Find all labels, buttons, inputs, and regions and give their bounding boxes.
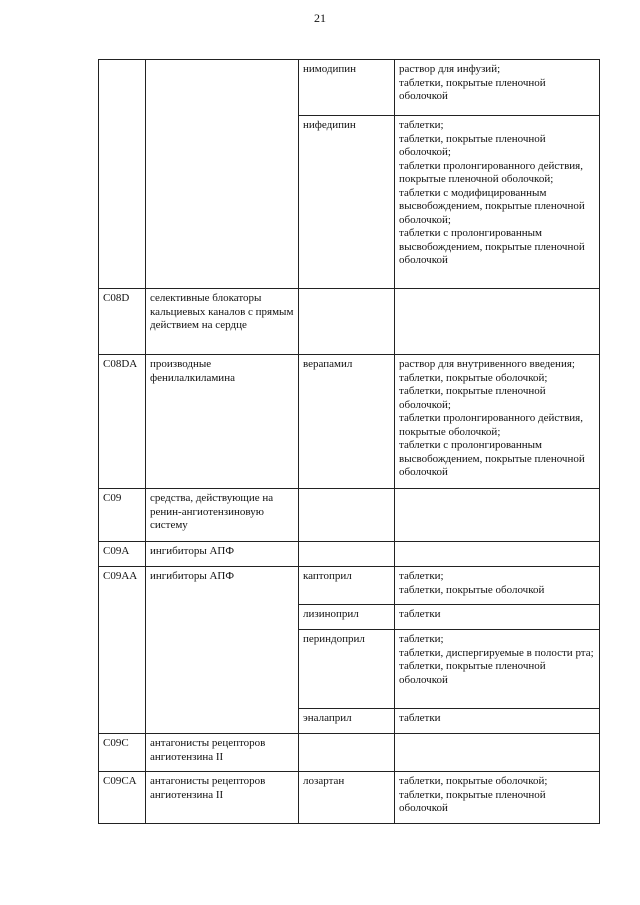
dosage-form: таблетки, покрытые пленочной оболочкой: [399, 76, 546, 102]
atc-code: C09CA: [103, 775, 137, 787]
drug-cell: [299, 116, 395, 289]
table-row: [99, 567, 600, 605]
table-row: [99, 289, 600, 355]
atc-code: C09AA: [103, 570, 138, 582]
group-cell: [146, 734, 299, 772]
forms-cell: [395, 772, 600, 824]
dosage-form: таблетки, покрытые пленочной оболочкой;: [399, 132, 546, 158]
group-cell: [146, 60, 299, 289]
dosage-form: таблетки;: [399, 119, 444, 131]
drug-name: верапамил: [303, 358, 353, 370]
dosage-form: таблетки, покрытые пленочной оболочкой: [399, 660, 546, 686]
dosage-form: таблетки: [399, 712, 441, 724]
atc-code: C09C: [103, 737, 129, 749]
drug-name: каптоприл: [303, 570, 352, 582]
page-number: 21: [314, 11, 326, 25]
forms-cell: [395, 734, 600, 772]
drug-cell: [299, 289, 395, 355]
forms-cell: [395, 630, 600, 709]
dosage-form: таблетки пролонгированного действия, покрытые пленочной оболочкой;: [399, 159, 583, 185]
forms-cell: [395, 289, 600, 355]
dosage-form: таблетки, покрытые пленочной оболочкой: [399, 788, 546, 814]
atc-code: C08DA: [103, 358, 138, 370]
dosage-form: таблетки с модифицированным высвобождением, покрытые пленочной оболочкой;: [399, 186, 585, 226]
group-cell: [146, 542, 299, 567]
atc-code-cell: [99, 60, 146, 289]
drug-name: эналаприл: [303, 712, 352, 724]
atc-code-cell: [99, 734, 146, 772]
drug-cell: [299, 355, 395, 489]
drug-cell: [299, 630, 395, 709]
drug-cell: [299, 605, 395, 630]
forms-cell: [395, 605, 600, 630]
atc-code: C08D: [103, 292, 130, 304]
table-row: [99, 355, 600, 489]
drug-name: периндоприл: [303, 633, 365, 645]
forms-cell: [395, 567, 600, 605]
group-name: антагонисты рецепторов ангиотензина II: [150, 775, 266, 801]
atc-code-cell: [99, 542, 146, 567]
forms-cell: [395, 355, 600, 489]
group-name: производные фенилалкиламина: [150, 358, 235, 384]
forms-cell: [395, 489, 600, 542]
table-row: [99, 734, 600, 772]
group-cell: [146, 289, 299, 355]
forms-cell: [395, 116, 600, 289]
dosage-form: таблетки: [399, 608, 441, 620]
drug-cell: [299, 489, 395, 542]
group-name: антагонисты рецепторов ангиотензина II: [150, 737, 266, 763]
drug-cell: [299, 542, 395, 567]
group-name: селективные блокаторы кальциевых каналов с прямым действием на сердце: [150, 292, 294, 331]
forms-cell: [395, 709, 600, 734]
dosage-form: раствор для внутривенного введения;: [399, 358, 575, 370]
dosage-form: таблетки, покрытые оболочкой;: [399, 371, 548, 384]
forms-cell: [395, 542, 600, 567]
table-row: [99, 542, 600, 567]
atc-code-cell: [99, 355, 146, 489]
group-name: ингибиторы АПФ: [150, 570, 235, 582]
drug-cell: [299, 772, 395, 824]
group-cell: [146, 567, 299, 734]
dosage-form: таблетки, покрытые оболочкой: [399, 583, 545, 596]
drug-cell: [299, 709, 395, 734]
atc-code-cell: [99, 567, 146, 734]
dosage-form: таблетки с пролонгированным высвобождением, покрытые пленочной оболочкой: [399, 439, 585, 478]
drug-name: нимодипин: [303, 63, 357, 75]
dosage-form: таблетки пролонгированного действия, покрытые оболочкой;: [399, 412, 583, 438]
drug-name: лозартан: [303, 775, 345, 787]
group-cell: [146, 772, 299, 824]
drug-cell: [299, 734, 395, 772]
forms-cell: [395, 60, 600, 116]
dosage-form: таблетки;: [399, 570, 444, 582]
dosage-form: таблетки, покрытые оболочкой;: [399, 775, 548, 787]
dosage-form: таблетки, покрытые пленочной оболочкой;: [399, 385, 546, 411]
atc-code: C09: [103, 492, 122, 504]
drug-cell: [299, 567, 395, 605]
table-row: [99, 60, 600, 116]
table-row: [99, 489, 600, 542]
drug-name: лизиноприл: [303, 608, 359, 620]
atc-code-cell: [99, 489, 146, 542]
medicines-table: [98, 59, 600, 824]
table-row: [99, 772, 600, 824]
group-cell: [146, 489, 299, 542]
atc-code-cell: [99, 289, 146, 355]
atc-code: C09A: [103, 545, 130, 557]
dosage-form: таблетки, диспергируемые в полости рта;: [399, 646, 594, 659]
drug-name: нифедипин: [303, 119, 356, 131]
drug-cell: [299, 60, 395, 116]
group-name: ингибиторы АПФ: [150, 545, 235, 557]
group-cell: [146, 355, 299, 489]
group-name: средства, действующие на ренин-ангиотензиновую систему: [150, 492, 274, 531]
dosage-form: таблетки с пролонгированным высвобождением, покрытые пленочной оболочкой: [399, 227, 585, 266]
dosage-form: раствор для инфузий;: [399, 63, 501, 75]
dosage-form: таблетки;: [399, 633, 444, 645]
atc-code-cell: [99, 772, 146, 824]
